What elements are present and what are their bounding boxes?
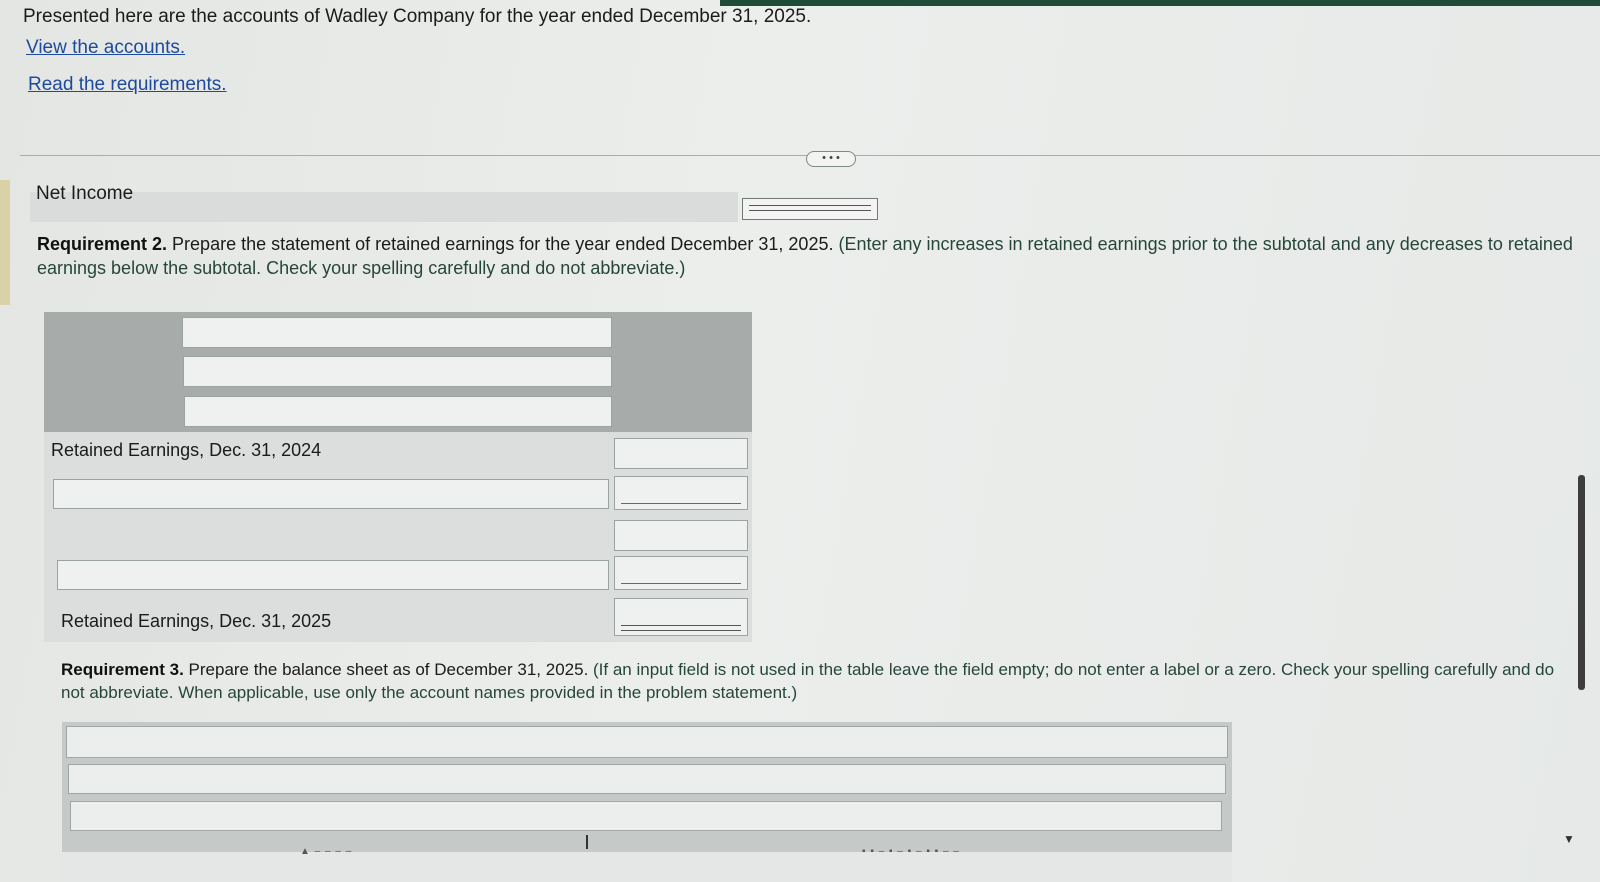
requirement-2-text bbox=[37, 232, 1597, 280]
requirement-3-instruction: Prepare the balance sheet as of December 31, 2025. bbox=[183, 660, 589, 679]
net-income-label: Net Income bbox=[36, 183, 134, 204]
vertical-scrollbar[interactable] bbox=[1578, 475, 1585, 690]
company-name-input[interactable] bbox=[182, 317, 612, 348]
cut-off-header-assets: ▲ – – – – bbox=[300, 846, 353, 857]
decrease-amount-input[interactable] bbox=[614, 556, 748, 590]
left-edge-strip bbox=[0, 180, 10, 305]
requirement-2-instruction: Prepare the statement of retained earnings for the year ended December 31, 2025. bbox=[167, 234, 834, 254]
requirement-2-note: (Enter any increases in retained earnings prior to the subtotal and any decreases to retained earnings below the subtotal. Check your spelling carefully and do not abbreviate.) bbox=[37, 234, 1573, 278]
retained-earnings-2025-amount[interactable] bbox=[614, 598, 748, 636]
more-options-button[interactable]: • • • bbox=[806, 151, 856, 167]
intro-text: Presented here are the accounts of Wadley Company for the year ended December 31, 2025. bbox=[23, 6, 812, 27]
read-requirements-link[interactable]: Read the requirements. bbox=[28, 74, 227, 95]
net-income-value-field[interactable] bbox=[742, 198, 878, 220]
increase-amount-input[interactable] bbox=[614, 476, 748, 510]
statement-title-input[interactable] bbox=[183, 356, 612, 387]
requirement-2-prefix: Requirement 2. bbox=[37, 234, 168, 254]
requirement-3-note: (If an input field is not used in the table leave the field empty; do not enter a label or a zero. Check your spelling carefully and do not abbreviate. When applicable, use only the account names provided in the problem statement.) bbox=[61, 660, 1555, 702]
statement-date-input[interactable] bbox=[184, 396, 612, 427]
balance-sheet-date-input[interactable] bbox=[70, 801, 1222, 831]
decrease-account-input[interactable] bbox=[57, 560, 609, 590]
retained-earnings-2024-label: Retained Earnings, Dec. 31, 2024 bbox=[51, 440, 322, 460]
retained-earnings-2025-label: Retained Earnings, Dec. 31, 2025 bbox=[61, 611, 332, 631]
balance-sheet-company-input[interactable] bbox=[66, 726, 1228, 758]
cut-off-header-liabilities: ▪ ▪ – ▪ – ▪ – ▪ ▪ – – bbox=[862, 846, 960, 857]
retained-earnings-2024-amount[interactable] bbox=[614, 438, 748, 469]
double-underline bbox=[621, 625, 741, 631]
subtotal-amount-input[interactable] bbox=[614, 520, 748, 551]
requirement-3-prefix: Requirement 3. bbox=[61, 660, 184, 679]
column-divider bbox=[586, 835, 588, 849]
scroll-down-icon[interactable]: ▼ bbox=[1563, 832, 1575, 846]
view-accounts-link[interactable]: View the accounts. bbox=[26, 37, 186, 58]
requirement-3-text bbox=[61, 658, 1561, 704]
single-underline bbox=[621, 503, 741, 504]
balance-sheet-body bbox=[62, 852, 1232, 882]
single-underline bbox=[621, 583, 741, 584]
increase-account-input[interactable] bbox=[53, 479, 609, 509]
top-bar bbox=[720, 0, 1600, 6]
balance-sheet-title-input[interactable] bbox=[68, 764, 1226, 794]
double-underline bbox=[749, 205, 871, 211]
net-income-row bbox=[30, 192, 738, 222]
